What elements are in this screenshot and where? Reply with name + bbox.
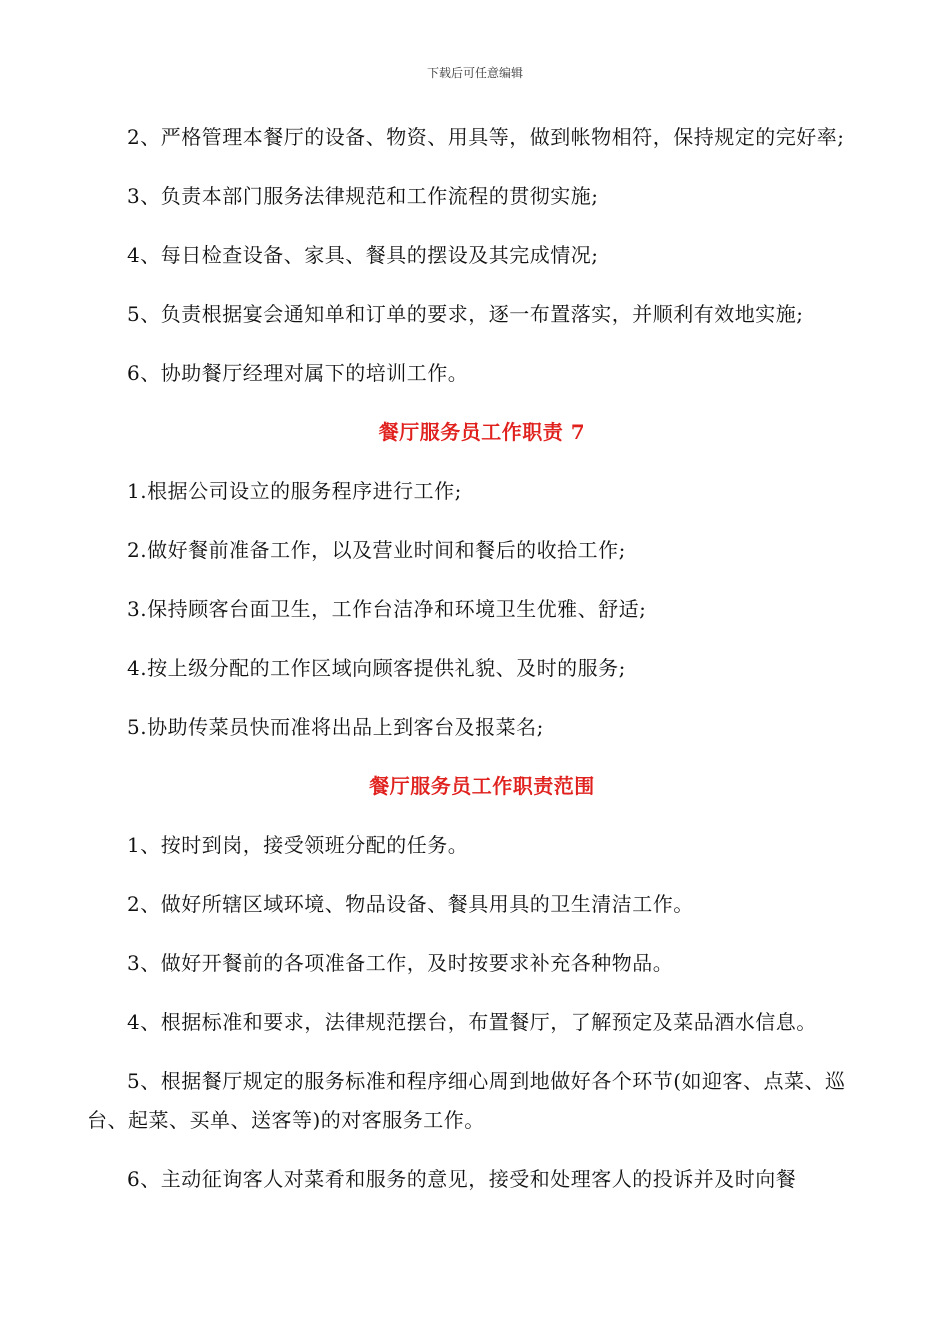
paragraph: 4.按上级分配的工作区域向顾客提供礼貌、及时的服务; <box>127 656 626 680</box>
paragraph: 6、协助餐厅经理对属下的培训工作。 <box>127 361 469 385</box>
paragraph: 3、做好开餐前的各项准备工作，及时按要求补充各种物品。 <box>127 951 674 975</box>
paragraph: 4、根据标准和要求，法律规范摆台，布置餐厅，了解预定及菜品酒水信息。 <box>127 1010 817 1034</box>
page-header: 下载后可任意编辑 <box>426 66 523 80</box>
paragraph: 5、根据餐厅规定的服务标准和程序细心周到地做好各个环节(如迎客、点菜、巡台、起菜、买单、送客等)的对客服务工作。 <box>87 1069 846 1132</box>
paragraph: 3.保持顾客台面卫生，工作台洁净和环境卫生优雅、舒适; <box>127 597 647 621</box>
paragraph: 6、主动征询客人对菜肴和服务的意见，接受和处理客人的投诉并及时向餐 <box>127 1167 797 1191</box>
document-body <box>87 118 877 1219</box>
paragraph: 1、按时到岗，接受领班分配的任务。 <box>127 833 469 857</box>
paragraph: 2、严格管理本餐厅的设备、物资、用具等，做到帐物相符，保持规定的完好率; <box>127 125 845 149</box>
section-heading: 餐厅服务员工作职责 7 <box>378 420 586 444</box>
paragraph: 1.根据公司设立的服务程序进行工作; <box>127 479 462 503</box>
paragraph: 4、每日检查设备、家具、餐具的摆设及其完成情况; <box>127 243 599 267</box>
section-heading: 餐厅服务员工作职责范围 <box>369 774 595 798</box>
paragraph: 5.协助传菜员快而准将出品上到客台及报菜名; <box>127 715 544 739</box>
paragraph: 3、负责本部门服务法律规范和工作流程的贯彻实施; <box>127 184 599 208</box>
paragraph: 2、做好所辖区域环境、物品设备、餐具用具的卫生清洁工作。 <box>127 892 694 916</box>
paragraph: 2.做好餐前准备工作，以及营业时间和餐后的收拾工作; <box>127 538 626 562</box>
paragraph: 5、负责根据宴会通知单和订单的要求，逐一布置落实，并顺利有效地实施; <box>127 302 804 326</box>
